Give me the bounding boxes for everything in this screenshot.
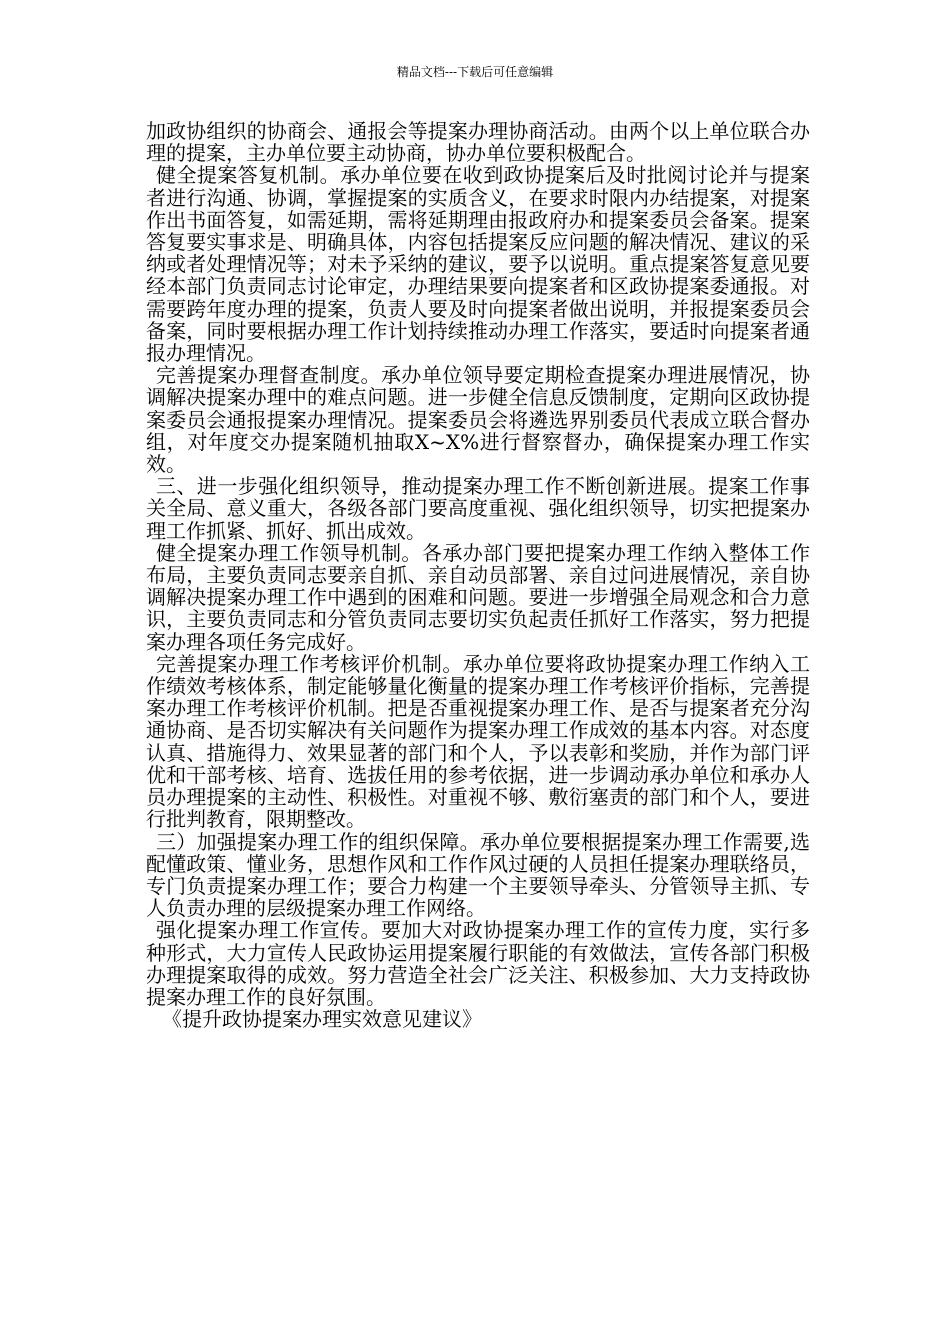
paragraph-4: 三、进一步强化组织领导，推动提案办理工作不断创新进展。提案工作事关全局、意义重大，各级各部门要高度重视、强化组织领导，切实把提案办理工作抓紧、抓好、抓出成效。 xyxy=(146,474,810,543)
paragraph-7: 三）加强提案办理工作的组织保障。承办单位要根据提案办理工作需要,选配懂政策、懂业务，思想作风和工作作风过硬的人员担任提案办理联络员，专门负责提案办理工作；要合力构建一个主要领导牵头、分管领导主抓、专人负责办理的层级提案办理工作网络。 xyxy=(146,829,810,921)
paragraph-6: 完善提案办理工作考核评价机制。承办单位要将政协提案办理工作纳入工作绩效考核体系，制定能够量化衡量的提案办理工作考核评价指标，完善提案办理工作考核评价机制。把是否重视提案办理工作、是否与提案者充分沟通协商、是否切实解决有关问题作为提案办理工作成效的基本内容。对态度认真、措施得力、效果显著的部门和个人，予以表彰和奖励，并作为部门评优和干部考核、培育、选拔任用的参考依据，进一步调动承办单位和承办人员办理提案的主动性、积极性。对重视不够、敷衍塞责的部门和个人，要进行批判教育，限期整改。 xyxy=(146,651,810,832)
paragraph-3: 完善提案办理督查制度。承办单位领导要定期检查提案办理进展情况，协调解决提案办理中的难点问题。进一步健全信息反馈制度，定期向区政协提案委员会通报提案办理情况。提案委员会将遴选界别委员代表成立联合督办组，对年度交办提案随机抽取X~X%进行督察督办，确保提案办理工作实效。 xyxy=(146,363,810,477)
paragraph-2: 健全提案答复机制。承办单位要在收到政协提案后及时批阅讨论并与提案者进行沟通、协调，掌握提案的实质含义，在要求时限内办结提案，对提案作出书面答复，如需延期，需将延期理由报政府办和提案委员会备案。提案答复要实事求是、明确具体，内容包括提案反应问题的解决情况、建议的采纳或者处理情况等；对未予采纳的建议，要予以说明。重点提案答复意见要经本部门负责同志讨论审定，办理结果要向提案者和区政协提案委通报。对需要跨年度办理的提案，负责人要及时向提案者做出说明，并报提案委员会备案，同时要根据办理工作计划持续推动办理工作落实，要适时向提案者通报办理情况。 xyxy=(146,163,810,366)
paragraph-1: 加政协组织的协商会、通报会等提案办理协商活动。由两个以上单位联合办理的提案，主办单位要主动协商，协办单位要积极配合。 xyxy=(146,119,810,166)
document-body xyxy=(146,120,810,1030)
page-header: 精品文档---下载后可任意编辑 xyxy=(396,65,554,79)
paragraph-8: 强化提案办理工作宣传。要加大对政协提案办理工作的宣传力度，实行多种形式，大力宣传人民政协运用提案履行职能的有效做法，宣传各部门积极办理提案取得的成效。努力营造全社会广泛关注、积极参加、大力支持政协提案办理工作的良好氛围。 xyxy=(146,918,810,1009)
paragraph-5: 健全提案办理工作领导机制。各承办部门要把提案办理工作纳入整体工作布局，主要负责同志要亲自抓、亲自动员部署、亲自过问进展情况，亲自协调解决提案办理工作中遇到的困难和问题。要进一步增强全局观念和合力意识，主要负责同志和分管负责同志要切实负起责任抓好工作落实，努力把提案办理各项任务完成好。 xyxy=(146,540,810,654)
document-title-line: 《提升政协提案办理实效意见建议》 xyxy=(162,1007,482,1032)
